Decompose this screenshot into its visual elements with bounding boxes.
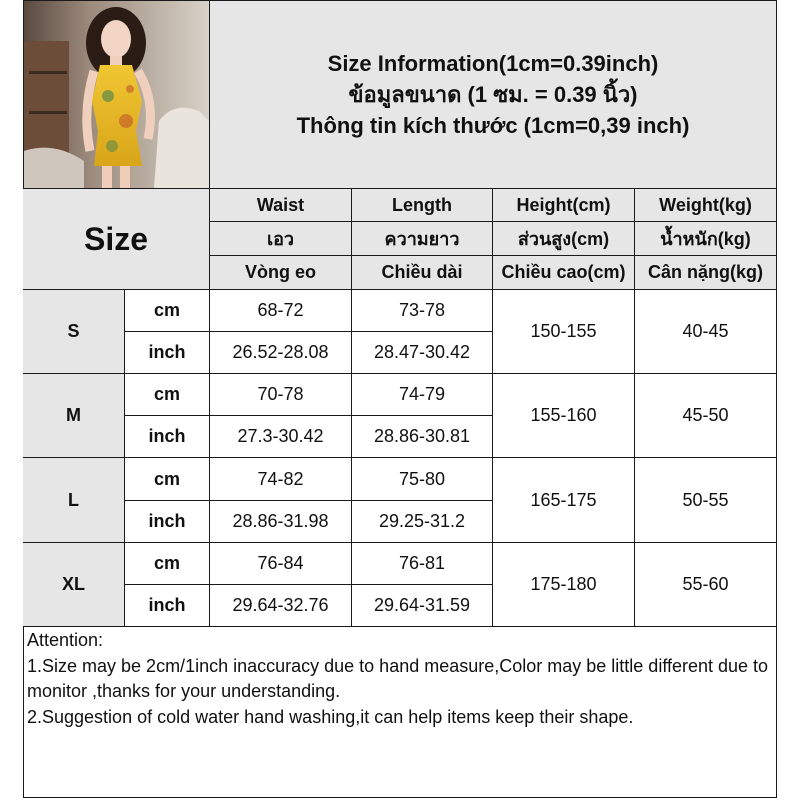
length-cm-l: 75-80 <box>352 458 493 501</box>
model-illustration <box>24 1 209 188</box>
size-column-header: Size <box>23 189 210 290</box>
height-s: 150-155 <box>493 290 635 374</box>
unit-cm: cm <box>125 374 210 416</box>
attention-note-2: 2.Suggestion of cold water hand washing,it can help items keep their shape. <box>27 706 634 727</box>
header-title-vi: Thông tin kích thước (1cm=0,39 inch) <box>296 113 690 138</box>
length-inch-s: 28.47-30.42 <box>352 332 493 374</box>
unit-cm: cm <box>125 458 210 501</box>
unit-inch: inch <box>125 501 210 543</box>
product-photo <box>24 1 210 188</box>
waist-cm-l: 74-82 <box>210 458 352 501</box>
unit-inch: inch <box>125 585 210 627</box>
col-header-waist-en: Waist <box>210 189 352 222</box>
weight-l: 50-55 <box>635 458 777 543</box>
size-label-m: M <box>23 374 125 458</box>
size-table <box>23 189 777 627</box>
waist-inch-xl: 29.64-32.76 <box>210 585 352 627</box>
header-title-th: ข้อมูลขนาด (1 ซม. = 0.39 นิ้ว) <box>348 82 638 107</box>
height-m: 155-160 <box>493 374 635 458</box>
unit-cm: cm <box>125 543 210 585</box>
col-header-length-en: Length <box>352 189 493 222</box>
weight-m: 45-50 <box>635 374 777 458</box>
col-header-height-th: ส่วนสูง(cm) <box>493 222 635 256</box>
col-header-weight-en: Weight(kg) <box>635 189 777 222</box>
size-label-s: S <box>23 290 125 374</box>
height-l: 165-175 <box>493 458 635 543</box>
col-header-height-en: Height(cm) <box>493 189 635 222</box>
height-xl: 175-180 <box>493 543 635 627</box>
col-header-length-th: ความยาว <box>352 222 493 256</box>
col-header-weight-th: น้ำหนัก(kg) <box>635 222 777 256</box>
size-label-xl: XL <box>23 543 125 627</box>
waist-inch-l: 28.86-31.98 <box>210 501 352 543</box>
col-header-waist-th: เอว <box>210 222 352 256</box>
weight-xl: 55-60 <box>635 543 777 627</box>
length-cm-s: 73-78 <box>352 290 493 332</box>
length-cm-m: 74-79 <box>352 374 493 416</box>
header-title-en: Size Information(1cm=0.39inch) <box>327 51 659 76</box>
unit-inch: inch <box>125 332 210 374</box>
waist-cm-s: 68-72 <box>210 290 352 332</box>
waist-cm-m: 70-78 <box>210 374 352 416</box>
attention-title: Attention: <box>27 630 104 650</box>
waist-inch-m: 27.3-30.42 <box>210 416 352 458</box>
length-inch-l: 29.25-31.2 <box>352 501 493 543</box>
size-info-header <box>210 1 776 188</box>
length-cm-xl: 76-81 <box>352 543 493 585</box>
col-header-height-vi: Chiều cao(cm) <box>493 256 635 290</box>
size-label-l: L <box>23 458 125 543</box>
length-inch-m: 28.86-30.81 <box>352 416 493 458</box>
unit-inch: inch <box>125 416 210 458</box>
weight-s: 40-45 <box>635 290 777 374</box>
waist-inch-s: 26.52-28.08 <box>210 332 352 374</box>
col-header-waist-vi: Vòng eo <box>210 256 352 290</box>
waist-cm-xl: 76-84 <box>210 543 352 585</box>
attention-notes <box>27 628 772 730</box>
length-inch-xl: 29.64-31.59 <box>352 585 493 627</box>
col-header-weight-vi: Cân nặng(kg) <box>635 256 777 290</box>
unit-cm: cm <box>125 290 210 332</box>
attention-note-1: 1.Size may be 2cm/1inch inaccuracy due to hand measure,Color may be little different due to monitor ,thanks for your understanding. <box>27 655 769 701</box>
col-header-length-vi: Chiều dài <box>352 256 493 290</box>
